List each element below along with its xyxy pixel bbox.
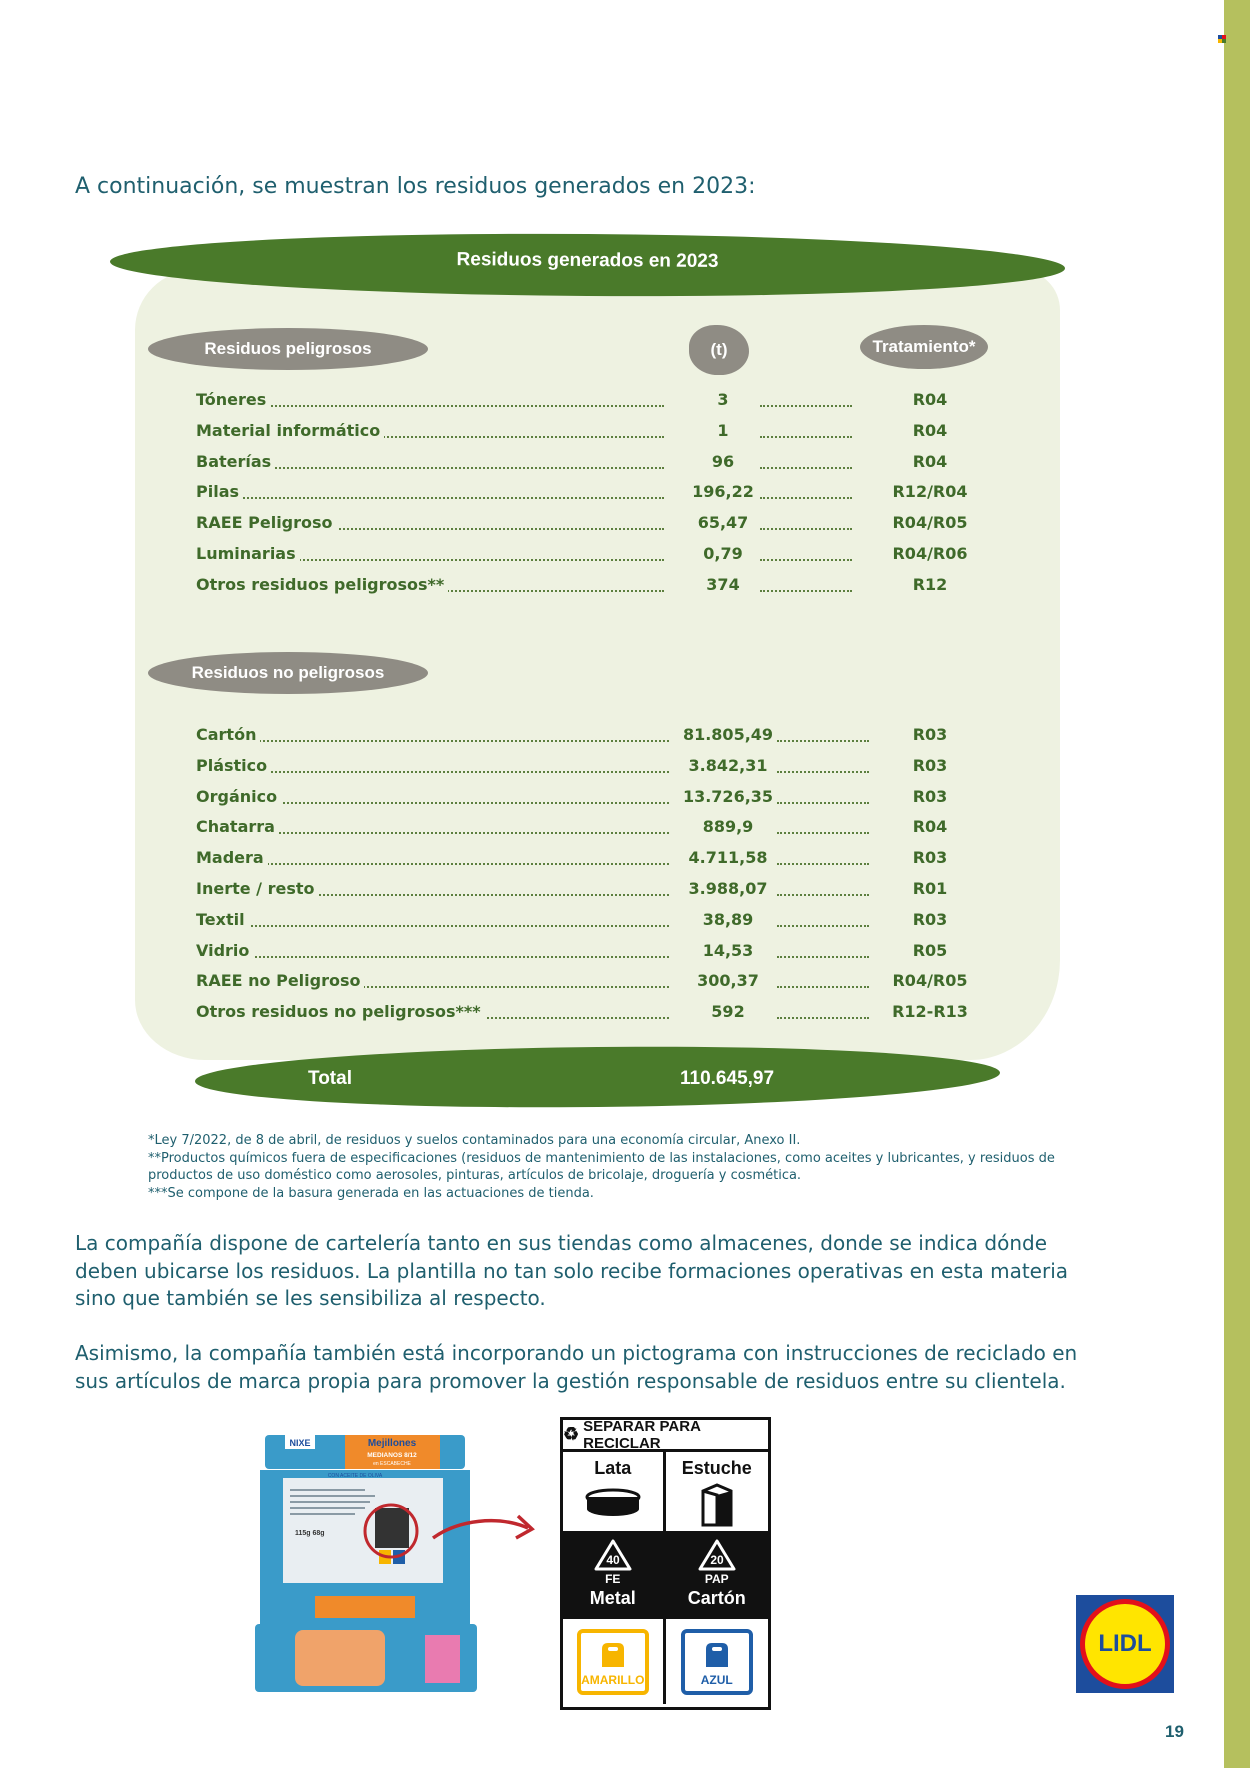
row-name: Cartón	[196, 725, 260, 744]
leader-dots	[777, 832, 869, 834]
row-treatment: R03	[912, 786, 948, 806]
page-number: 19	[1165, 1722, 1184, 1741]
yellow-bin-icon: AMARILLO	[577, 1629, 649, 1695]
leader-dots	[760, 467, 852, 469]
bin-amarillo	[563, 1619, 666, 1704]
intro-text: A continuación, se muestran los residuos generados en 2023:	[75, 174, 756, 199]
paragraph-pictogram: Asimismo, la compañía también está incorporando un pictograma con instrucciones de reciclado en sus artículos de marca propia para promover la gestión responsable de residuos entre su clientela.	[75, 1341, 1078, 1393]
blue-bin-icon: AZUL	[681, 1629, 753, 1695]
table-row	[196, 544, 996, 568]
row-treatment: R05	[912, 940, 948, 960]
row-treatment: R04	[912, 817, 948, 837]
leader-dots	[760, 590, 852, 592]
table-row	[196, 1002, 996, 1026]
table-row	[196, 725, 996, 749]
row-value: 14,53	[702, 940, 754, 960]
treatment-column-header: Tratamiento*	[860, 325, 988, 369]
table-row	[196, 941, 996, 965]
row-value: 889,9	[702, 817, 754, 837]
table-row	[196, 971, 996, 995]
row-treatment: R04/R05	[892, 971, 968, 991]
row-name: Chatarra	[196, 817, 279, 836]
package-brand: NIXE	[289, 1438, 311, 1448]
table-row	[196, 421, 996, 445]
leader-dots	[760, 436, 852, 438]
leader-dots	[196, 925, 669, 927]
row-treatment: R01	[912, 879, 948, 898]
non-hazardous-section-label: Residuos no peligrosos	[148, 652, 428, 694]
bin-azul	[666, 1619, 769, 1704]
total-value: 110.645,97	[680, 1068, 775, 1089]
row-value: 3.842,31	[688, 755, 768, 775]
row-treatment: R12	[912, 574, 948, 594]
lidl-logo: LIDL	[1076, 1595, 1174, 1693]
side-bar	[1224, 0, 1250, 1768]
table-row	[196, 482, 996, 506]
row-name: Textil	[196, 910, 249, 929]
table-row	[196, 390, 996, 414]
row-treatment: R04	[912, 390, 948, 409]
row-value: 38,89	[702, 909, 754, 929]
box-icon	[695, 1481, 739, 1529]
leader-dots	[777, 740, 869, 742]
leader-dots	[760, 559, 852, 561]
leader-dots	[777, 956, 869, 958]
material-carton: 20 PAP Cartón	[666, 1534, 769, 1619]
leader-dots	[777, 894, 869, 896]
row-treatment: R04	[912, 420, 948, 440]
row-name: Madera	[196, 848, 268, 867]
part-lata: Lata	[563, 1452, 666, 1534]
part-estuche: Estuche	[666, 1452, 769, 1534]
leader-dots	[196, 497, 664, 499]
row-name: Tóneres	[196, 390, 270, 409]
row-treatment: R03	[912, 755, 948, 775]
row-name: Baterías	[196, 452, 275, 471]
row-value: 4.711,58	[688, 848, 768, 868]
package-oil: CON ACEITE DE OLIVA	[327, 1473, 383, 1479]
leader-dots	[777, 863, 869, 865]
row-value: 592	[711, 1002, 745, 1022]
row-value: 3	[717, 390, 729, 409]
row-treatment: R12/R04	[892, 482, 968, 502]
pictogram-header: ♻ SEPARAR PARA RECICLAR	[563, 1420, 768, 1452]
recycle-icon: ♻	[563, 1424, 580, 1444]
table-row	[196, 513, 996, 537]
svg-text:20: 20	[710, 1553, 724, 1567]
row-value: 300,37	[697, 971, 759, 991]
row-value: 96	[711, 451, 735, 471]
recycle-triangle-icon	[697, 1538, 737, 1572]
table-row	[196, 848, 996, 872]
hazardous-section-label: Residuos peligrosos	[148, 328, 428, 370]
table-row	[196, 452, 996, 476]
row-value: 13.726,35	[682, 786, 774, 806]
row-name: RAEE no Peligroso	[196, 971, 364, 990]
arrow-icon	[428, 1500, 538, 1560]
row-name: Otros residuos no peligrosos***	[196, 1002, 485, 1021]
row-treatment: R12-R13	[892, 1002, 968, 1022]
material-metal: 40 FE Metal	[563, 1534, 666, 1619]
row-name: Vidrio	[196, 941, 253, 960]
leader-dots	[777, 771, 869, 773]
footnotes	[148, 1132, 1068, 1202]
leader-dots	[760, 528, 852, 530]
row-name: Luminarias	[196, 544, 300, 563]
package-illustration	[255, 1430, 490, 1695]
row-value: 1	[717, 420, 729, 440]
leader-dots	[196, 740, 669, 742]
recycle-triangle-icon	[593, 1538, 633, 1572]
row-treatment: R03	[912, 848, 948, 868]
leader-dots	[196, 956, 669, 958]
leader-dots	[760, 405, 852, 407]
row-value: 374	[706, 574, 740, 594]
svg-text:40: 40	[606, 1553, 620, 1567]
table-row	[196, 817, 996, 841]
table-row	[196, 575, 996, 599]
corner-mark-icon	[1218, 35, 1226, 43]
leader-dots	[777, 986, 869, 988]
package-size: MEDIANOS 8/12	[367, 1452, 417, 1459]
leader-dots	[777, 802, 869, 804]
recycling-pictogram	[560, 1417, 771, 1710]
footnote-3: ***Se compone de la basura generada en las actuaciones de tienda.	[148, 1185, 594, 1201]
row-treatment: R04	[912, 451, 948, 471]
package-sub: en ESCABECHE	[373, 1461, 411, 1467]
package-weights: 115g 68g	[295, 1530, 325, 1537]
row-value: 81.805,49	[682, 725, 774, 744]
table-row	[196, 879, 996, 903]
row-name: Plástico	[196, 756, 271, 775]
row-treatment: R04/R06	[892, 544, 968, 563]
row-name: Otros residuos peligrosos**	[196, 575, 448, 594]
row-treatment: R04/R05	[892, 513, 968, 533]
row-value: 196,22	[692, 482, 754, 502]
row-value: 0,79	[703, 544, 743, 563]
can-icon	[583, 1487, 643, 1523]
paragraph-signage: La compañía dispone de cartelería tanto en sus tiendas como almacenes, donde se indica dónde deben ubicarse los residuos. La plantilla no tan solo recibe formaciones operativas en esta materia sino que también se les sensibiliza al respecto.	[75, 1231, 1069, 1310]
table-title: Residuos generados en 2023	[456, 249, 719, 272]
leader-dots	[777, 1017, 869, 1019]
row-name: Inerte / resto	[196, 879, 318, 898]
row-value: 3.988,07	[688, 879, 768, 898]
table-row	[196, 756, 996, 780]
row-treatment: R03	[912, 725, 948, 744]
row-name: Pilas	[196, 482, 243, 501]
row-value: 65,47	[697, 513, 749, 533]
package-product: Mejillones	[367, 1438, 417, 1449]
table-row	[196, 910, 996, 934]
footnote-2: **Productos químicos fuera de especificaciones (residuos de mantenimiento de las instalaciones, como aceites y lubricantes, y residuos de productos de uso doméstico como aerosoles, pinturas, artículos de bricolaje, droguería y cosmética.	[148, 1150, 1055, 1183]
leader-dots	[777, 925, 869, 927]
footnote-1: *Ley 7/2022, de 8 de abril, de residuos y suelos contaminados para una economía circular, Anexo II.	[148, 1133, 801, 1148]
table-row	[196, 787, 996, 811]
row-name: Material informático	[196, 421, 384, 440]
row-treatment: R03	[912, 909, 948, 929]
leader-dots	[760, 497, 852, 499]
total-label: Total	[308, 1068, 352, 1089]
row-name: RAEE Peligroso	[196, 513, 337, 532]
row-name: Orgánico	[196, 787, 281, 806]
unit-column-header: (t)	[689, 325, 749, 375]
